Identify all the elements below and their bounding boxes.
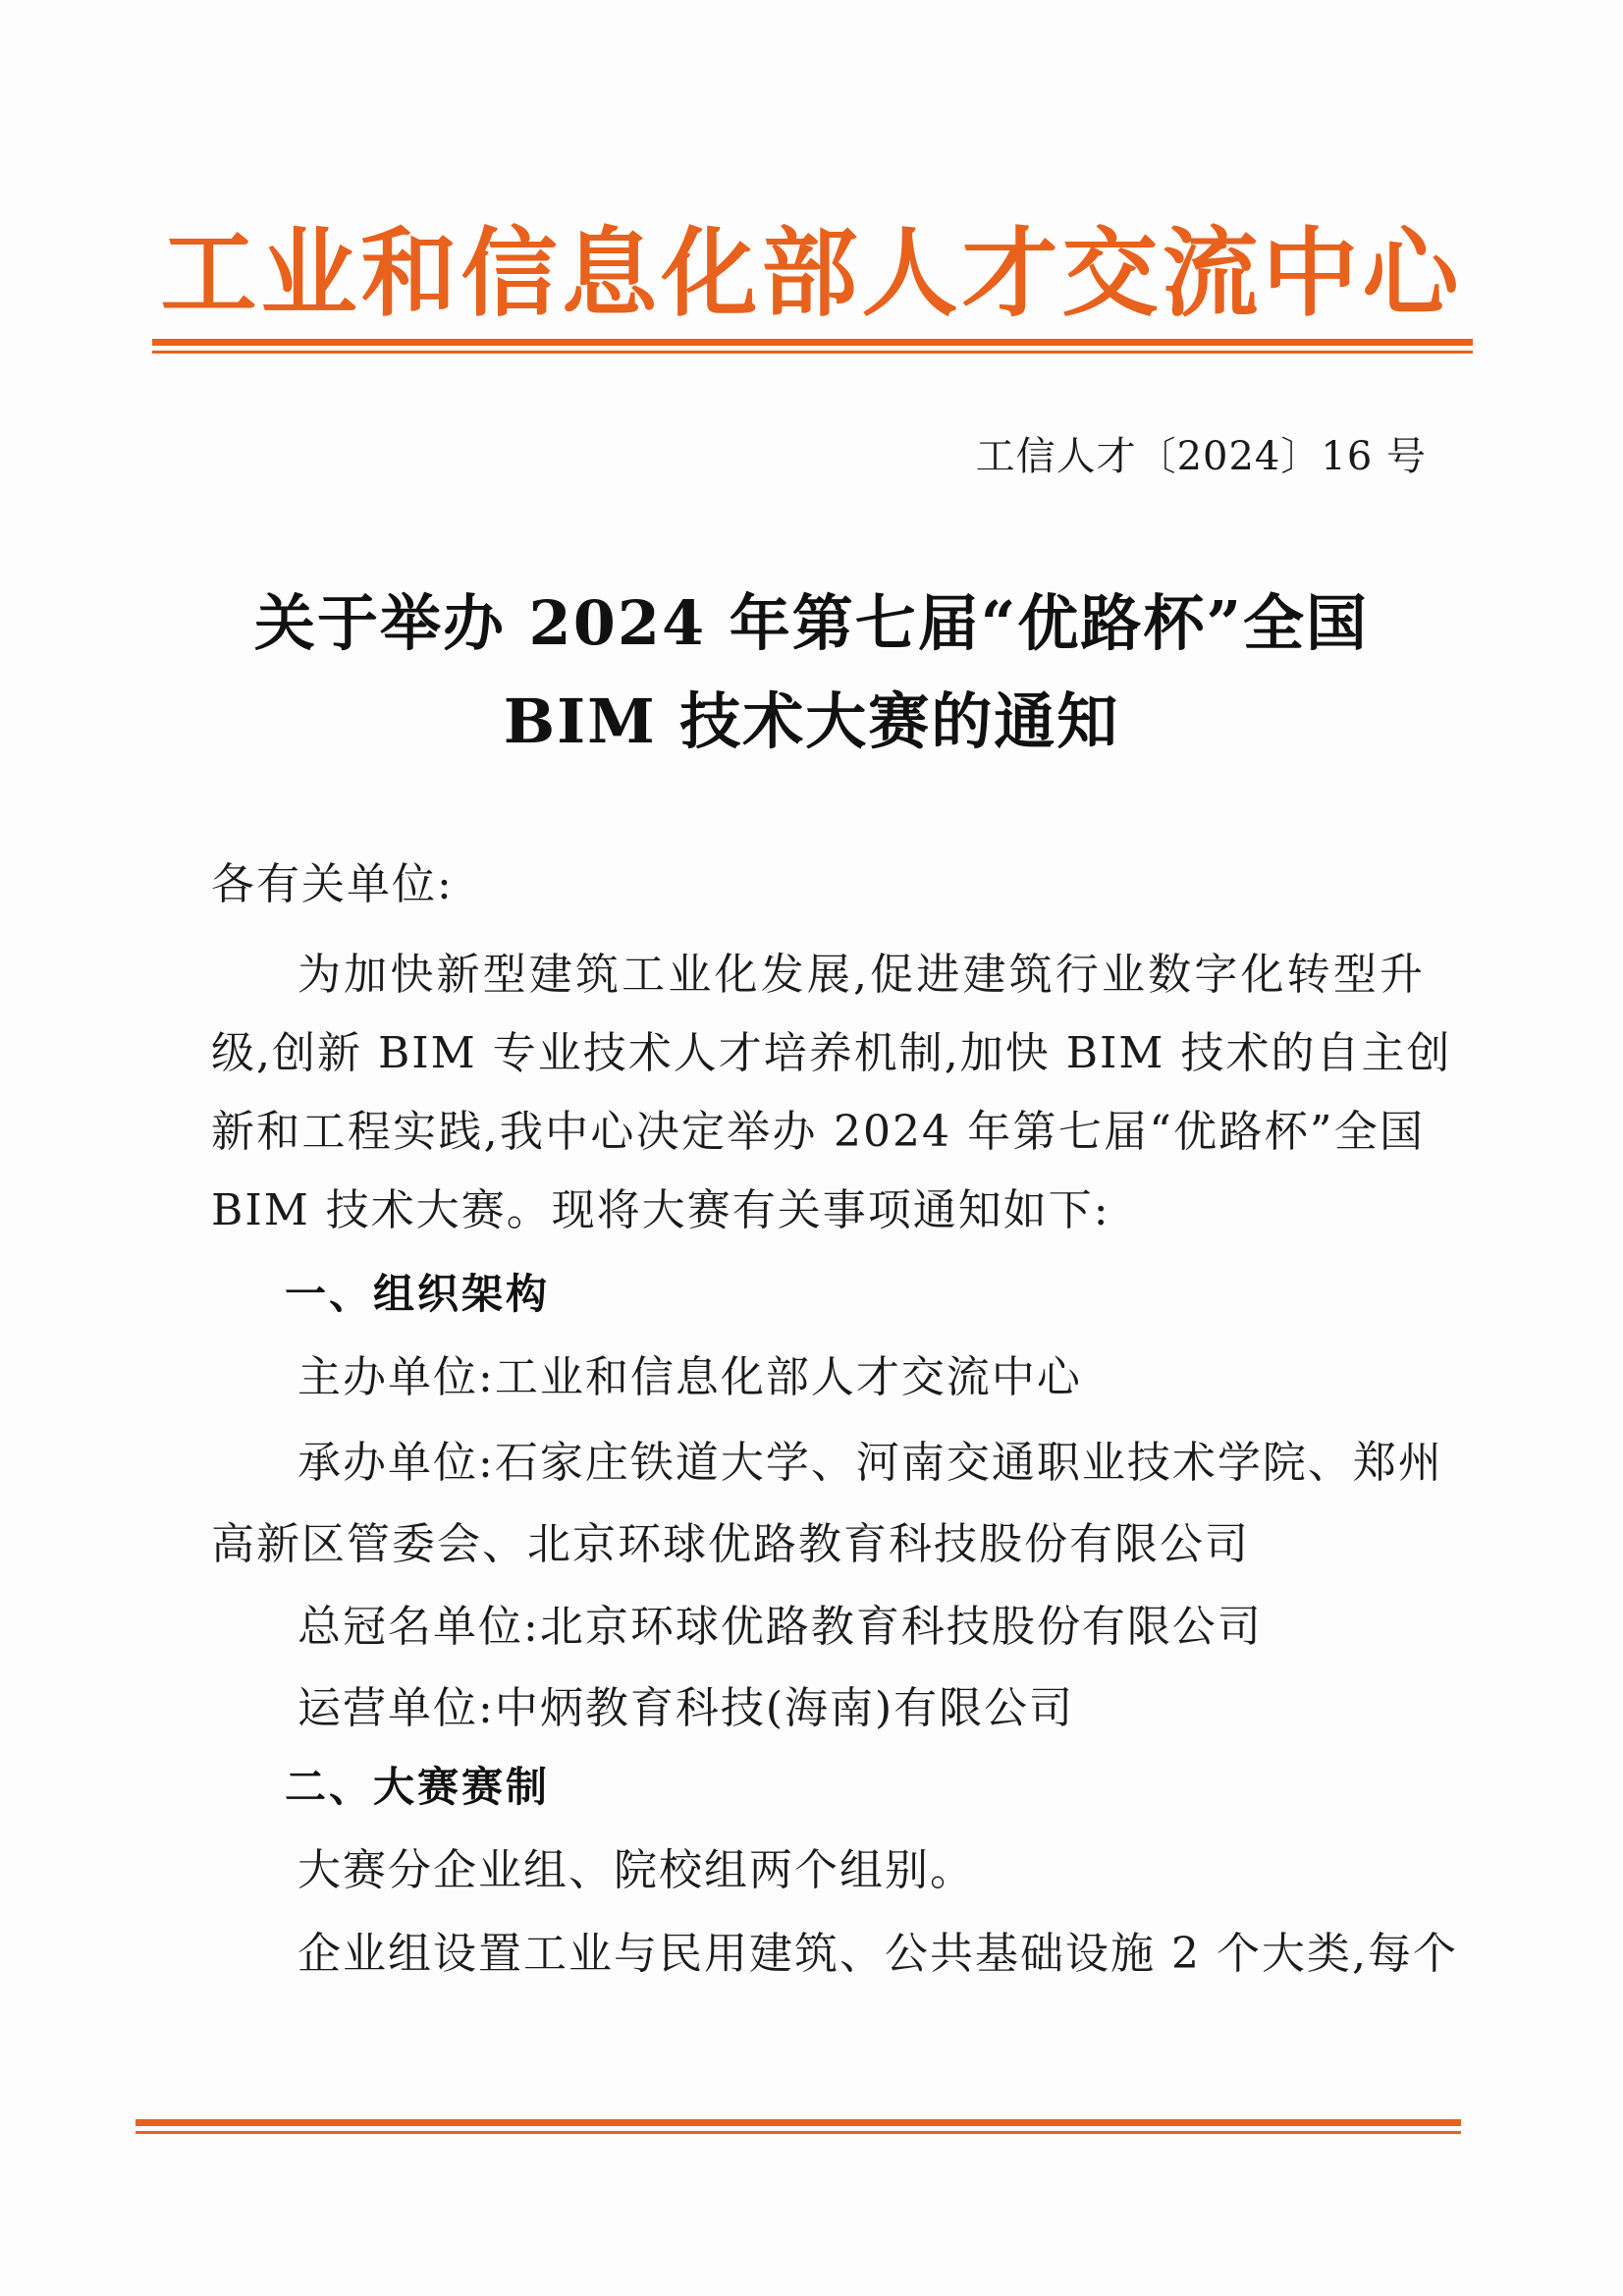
section-heading-organization: 一、组织架构 bbox=[285, 1270, 551, 1318]
footer-double-rule bbox=[135, 2119, 1461, 2134]
enterprise-group-line: 企业组设置工业与民用建筑、公共基础设施 2 个大类,每个 bbox=[298, 1929, 1458, 1979]
intro-line: 新和工程实践,我中心决定举办 2024 年第七届“优路杯”全国 bbox=[211, 1107, 1425, 1157]
section-heading-format: 二、大赛赛制 bbox=[285, 1763, 551, 1811]
organizer-line: 主办单位:工业和信息化部人才交流中心 bbox=[298, 1352, 1082, 1402]
co-organizer-line: 承办单位:石家庄铁道大学、河南交通职业技术学院、郑州 bbox=[298, 1438, 1443, 1488]
notice-title-line-1: 关于举办 2024 年第七届“优路杯”全国 bbox=[253, 587, 1370, 659]
org-name-header: 工业和信息化部人才交流中心 bbox=[160, 217, 1463, 330]
intro-line: BIM 技术大赛。现将大赛有关事项通知如下: bbox=[211, 1185, 1110, 1235]
intro-line: 级,创新 BIM 专业技术人才培养机制,加快 BIM 技术的自主创 bbox=[211, 1028, 1452, 1078]
title-sponsor-line: 总冠名单位:北京环球优路教育科技股份有限公司 bbox=[298, 1602, 1263, 1652]
notice-title-line-2: BIM 技术大赛的通知 bbox=[503, 685, 1120, 757]
salutation: 各有关单位: bbox=[211, 859, 454, 909]
header-double-rule bbox=[152, 339, 1473, 354]
co-organizer-line: 高新区管委会、北京环球优路教育科技股份有限公司 bbox=[211, 1519, 1250, 1569]
groups-line: 大赛分企业组、院校组两个组别。 bbox=[298, 1845, 975, 1895]
document-number: 工信人才〔2024〕16 号 bbox=[975, 434, 1427, 479]
intro-line: 为加快新型建筑工业化发展,促进建筑行业数字化转型升 bbox=[298, 950, 1425, 1000]
operator-line: 运营单位:中炳教育科技(海南)有限公司 bbox=[298, 1683, 1075, 1733]
